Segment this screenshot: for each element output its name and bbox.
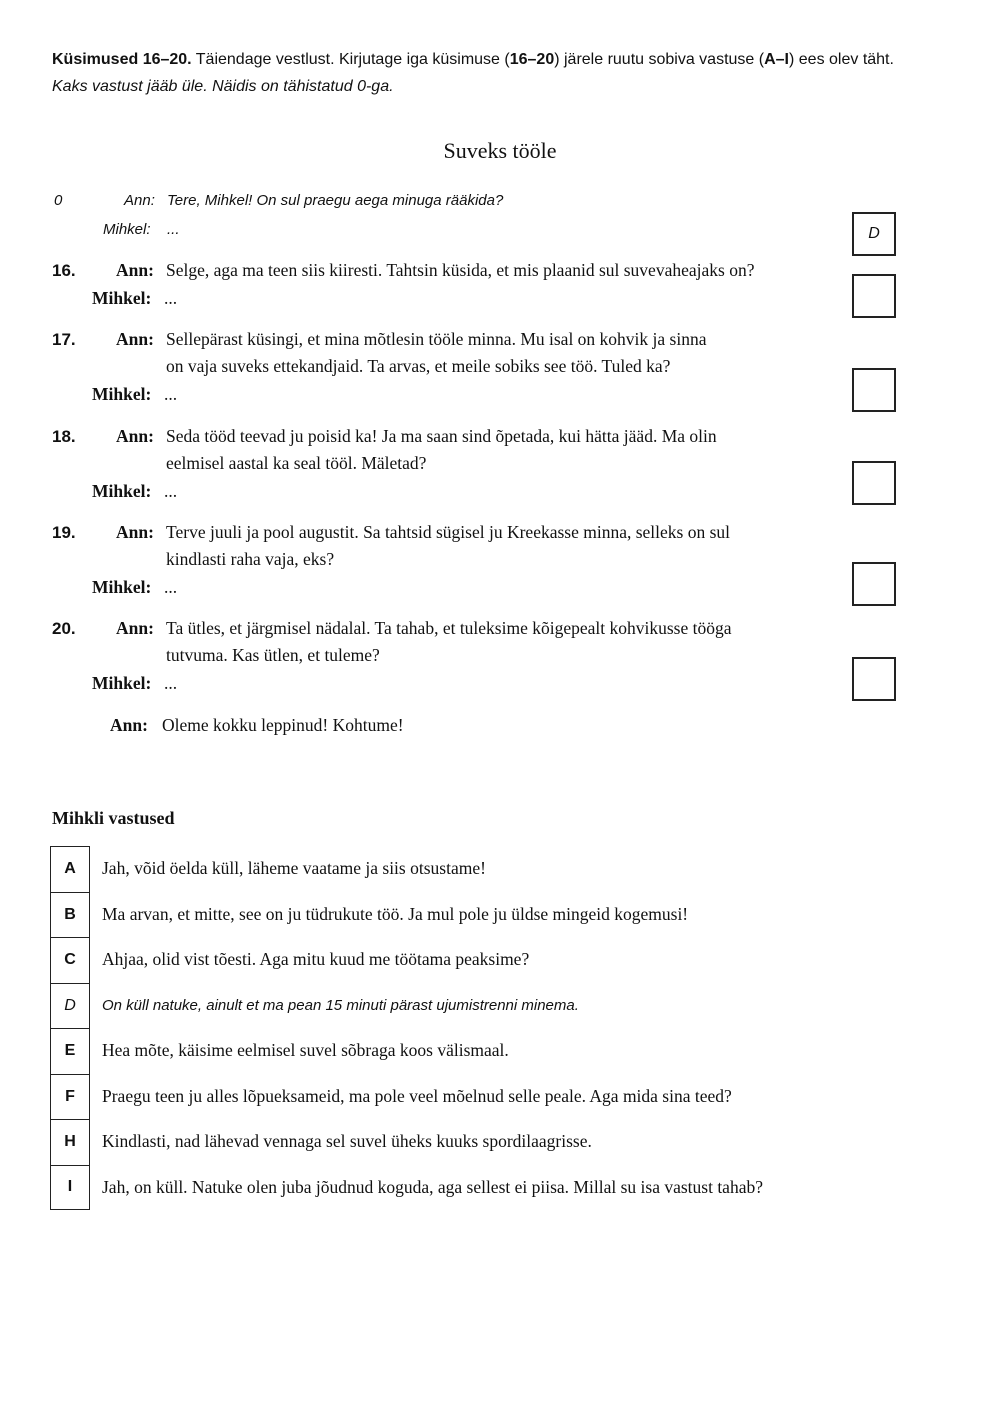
answer-box-20[interactable] <box>852 657 896 701</box>
question-19-line2: kindlasti raha vaja, eks? <box>166 549 335 569</box>
answer-options-table <box>50 846 930 1210</box>
option-text: Hea mõte, käisime eelmisel suvel sõbraga koos välismaal. <box>102 1040 509 1060</box>
instructions-letters: A–I <box>764 51 789 68</box>
question-19-reply-speaker: Mihkel: <box>92 577 152 597</box>
question-number-19: 19. <box>52 523 76 542</box>
example-number: 0 <box>54 192 63 209</box>
option-letter: D <box>50 983 90 1029</box>
option-text: Praegu teen ju alles lõpueksameid, ma pole veel mõelnud selle peale. Aga mida sina teed? <box>102 1085 732 1106</box>
question-16-reply: ... <box>164 288 178 308</box>
question-19-reply: ... <box>164 577 178 597</box>
example-answer: D <box>868 225 880 242</box>
question-19-speaker: Ann: <box>116 522 154 542</box>
question-18-speaker: Ann: <box>116 426 154 446</box>
instructions-note: Kaks vastust jääb üle. Näidis on tähistatud 0-ga. <box>52 78 394 95</box>
question-17-speaker: Ann: <box>116 329 154 349</box>
question-number-20: 20. <box>52 619 76 638</box>
instructions-lead: Küsimused 16–20. <box>52 51 192 68</box>
answer-box-18[interactable] <box>852 461 896 505</box>
example-line: Tere, Mihkel! On sul praegu aega minuga rääkida? <box>167 192 504 209</box>
option-row <box>50 1165 930 1211</box>
closing-speaker: Ann: <box>110 715 148 735</box>
question-18-reply-speaker: Mihkel: <box>92 481 152 501</box>
instructions <box>52 46 902 100</box>
option-row <box>50 892 930 938</box>
option-letter: F <box>50 1074 90 1120</box>
instructions-range: 16–20 <box>509 51 555 68</box>
question-number-16: 16. <box>52 261 76 280</box>
example-speaker-ann: Ann: <box>124 192 155 209</box>
option-row <box>50 846 930 892</box>
option-row <box>50 1119 930 1165</box>
answer-box-17[interactable] <box>852 368 896 412</box>
question-20-reply: ... <box>164 673 178 693</box>
question-20-speaker: Ann: <box>116 618 154 638</box>
example-speaker-mihkel: Mihkel: <box>103 221 151 238</box>
answer-box-19[interactable] <box>852 562 896 606</box>
option-text: Kindlasti, nad lähevad vennaga sel suvel üheks kuuks spordilaagrisse. <box>102 1131 592 1151</box>
question-17-reply: ... <box>164 384 178 404</box>
question-20-line1: Ta ütles, et järgmisel nädalal. Ta tahab, et tuleksime kõigepealt kohvikusse tööga <box>166 618 732 638</box>
option-text: Ahjaa, olid vist tõesti. Aga mitu kuud me töötama peaksime? <box>102 949 530 969</box>
question-17-line1: Sellepärast küsingi, et mina mõtlesin tööle minna. Mu isal on kohvik ja sinna <box>166 329 707 349</box>
option-row <box>50 937 930 983</box>
question-number-18: 18. <box>52 427 76 446</box>
question-18-line1: Seda tööd teevad ju poisid ka! Ja ma saan sind õpetada, kui hätta jääd. Ma olin <box>166 426 717 446</box>
option-row <box>50 1074 930 1120</box>
option-text: Ma arvan, et mitte, see on ju tüdrukute töö. Ja mul pole ju üldse mingeid kogemusi! <box>102 903 689 924</box>
example-answer-box <box>852 212 896 256</box>
question-19-line1: Terve juuli ja pool augustit. Sa tahtsid sügisel ju Kreekasse minna, selleks on sul <box>166 522 731 542</box>
option-row <box>50 983 930 1029</box>
answer-box-16[interactable] <box>852 274 896 318</box>
option-text: On küll natuke, ainult et ma pean 15 minuti pärast ujumistrenni minema. <box>102 996 579 1014</box>
option-letter: E <box>50 1028 90 1074</box>
option-letter: B <box>50 892 90 938</box>
question-20-reply-speaker: Mihkel: <box>92 673 152 693</box>
example-reply: ... <box>167 221 180 238</box>
question-16-reply-speaker: Mihkel: <box>92 288 152 308</box>
instructions-text-b: ) järele ruutu sobiva vastuse ( <box>554 51 765 68</box>
answers-heading: Mihkli vastused <box>52 808 175 828</box>
option-letter: H <box>50 1119 90 1165</box>
option-letter: A <box>50 846 90 892</box>
question-17-reply-speaker: Mihkel: <box>92 384 152 404</box>
question-16-line: Selge, aga ma teen siis kiiresti. Tahtsin küsida, et mis plaanid sul suvevaheajaks on? <box>166 260 755 280</box>
option-letter: I <box>50 1165 90 1211</box>
instructions-text-a: Täiendage vestlust. Kirjutage iga küsimuse ( <box>191 51 510 68</box>
question-16-speaker: Ann: <box>116 260 154 280</box>
option-row <box>50 1028 930 1074</box>
dialogue-title: Suveks tööle <box>443 138 557 163</box>
question-number-17: 17. <box>52 330 76 349</box>
question-20-line2: tutvuma. Kas ütlen, et tuleme? <box>166 645 380 665</box>
option-letter: C <box>50 937 90 983</box>
option-text: Jah, võid öelda küll, läheme vaatame ja siis otsustame! <box>102 858 486 878</box>
question-17-line2: on vaja suveks ettekandjaid. Ta arvas, et meile sobiks see töö. Tuled ka? <box>166 356 671 376</box>
option-text: Jah, on küll. Natuke olen juba jõudnud koguda, aga sellest ei piisa. Millal su isa vastust tahab? <box>102 1176 763 1197</box>
question-18-line2: eelmisel aastal ka seal tööl. Mäletad? <box>166 453 427 473</box>
question-18-reply: ... <box>164 481 178 501</box>
instructions-text-c: ) ees olev täht. <box>789 51 894 68</box>
closing-line: Oleme kokku leppinud! Kohtume! <box>162 715 404 735</box>
